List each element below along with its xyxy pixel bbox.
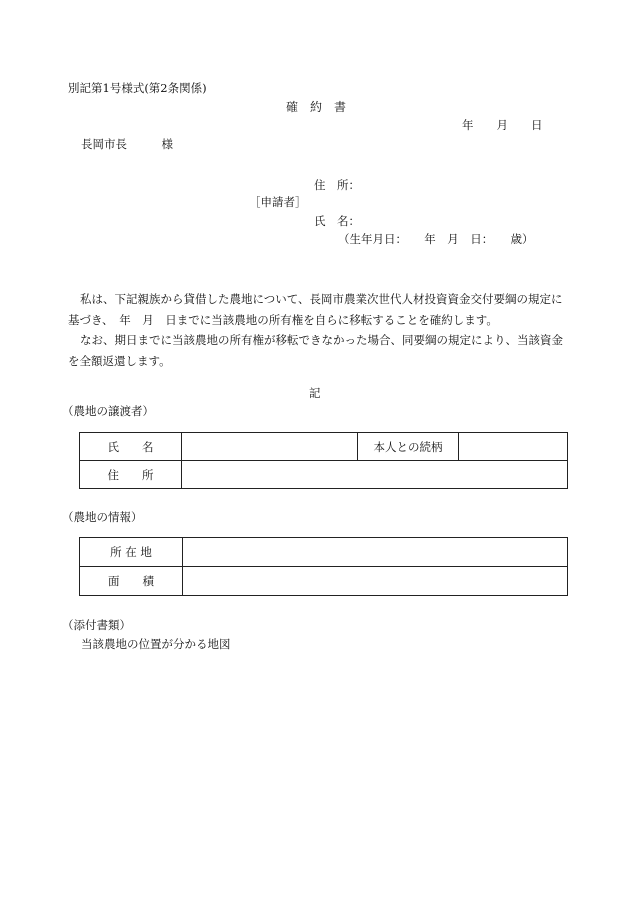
form-number: 別記第1号様式(第2条関係) <box>68 81 207 95</box>
refund-paragraph: なお、期日までに当該農地の所有権が移転できなかった場合、同要綱の規定により、当該資金を全額返還します。 <box>68 333 563 368</box>
relation-field[interactable] <box>459 433 568 461</box>
record-heading: 記 <box>309 386 321 400</box>
area-field[interactable] <box>183 567 568 596</box>
farmland-table <box>79 537 568 596</box>
address-label: 住 所： <box>314 178 360 192</box>
addressee: 長岡市長 様 <box>81 137 173 151</box>
transferor-address-field[interactable] <box>182 461 568 489</box>
farmland-heading: （農地の情報） <box>62 510 143 524</box>
location-field[interactable] <box>183 538 568 567</box>
pledge-paragraph: 私は、下記親族から貸借した農地について、長岡市農業次世代人材投資資金交付要綱の規定に基づき、 年 月 日までに当該農地の所有権を自らに移転することを確約します。 <box>68 292 563 327</box>
transferor-address-label: 住 所 <box>80 461 182 489</box>
birth-date-label: （生年月日： 年 月 日： 歳） <box>338 232 534 246</box>
transferor-heading: （農地の譲渡者） <box>62 404 154 418</box>
area-label: 面 積 <box>80 567 183 596</box>
applicant-label: ［申請者］ <box>249 195 307 209</box>
attachments-heading: （添付書類） <box>62 618 131 632</box>
transferor-name-label: 氏 名 <box>80 433 182 461</box>
transferor-name-field[interactable] <box>182 433 358 461</box>
attachment-item: 当該農地の位置が分かる地図 <box>81 637 231 651</box>
document-title: 確 約 書 <box>286 100 347 114</box>
body-text <box>68 289 568 371</box>
date-line: 年 月 日 <box>462 118 543 132</box>
relation-label: 本人との続柄 <box>358 433 459 461</box>
name-label: 氏 名： <box>314 214 360 228</box>
location-label: 所 在 地 <box>80 538 183 567</box>
transferor-table <box>79 432 568 489</box>
